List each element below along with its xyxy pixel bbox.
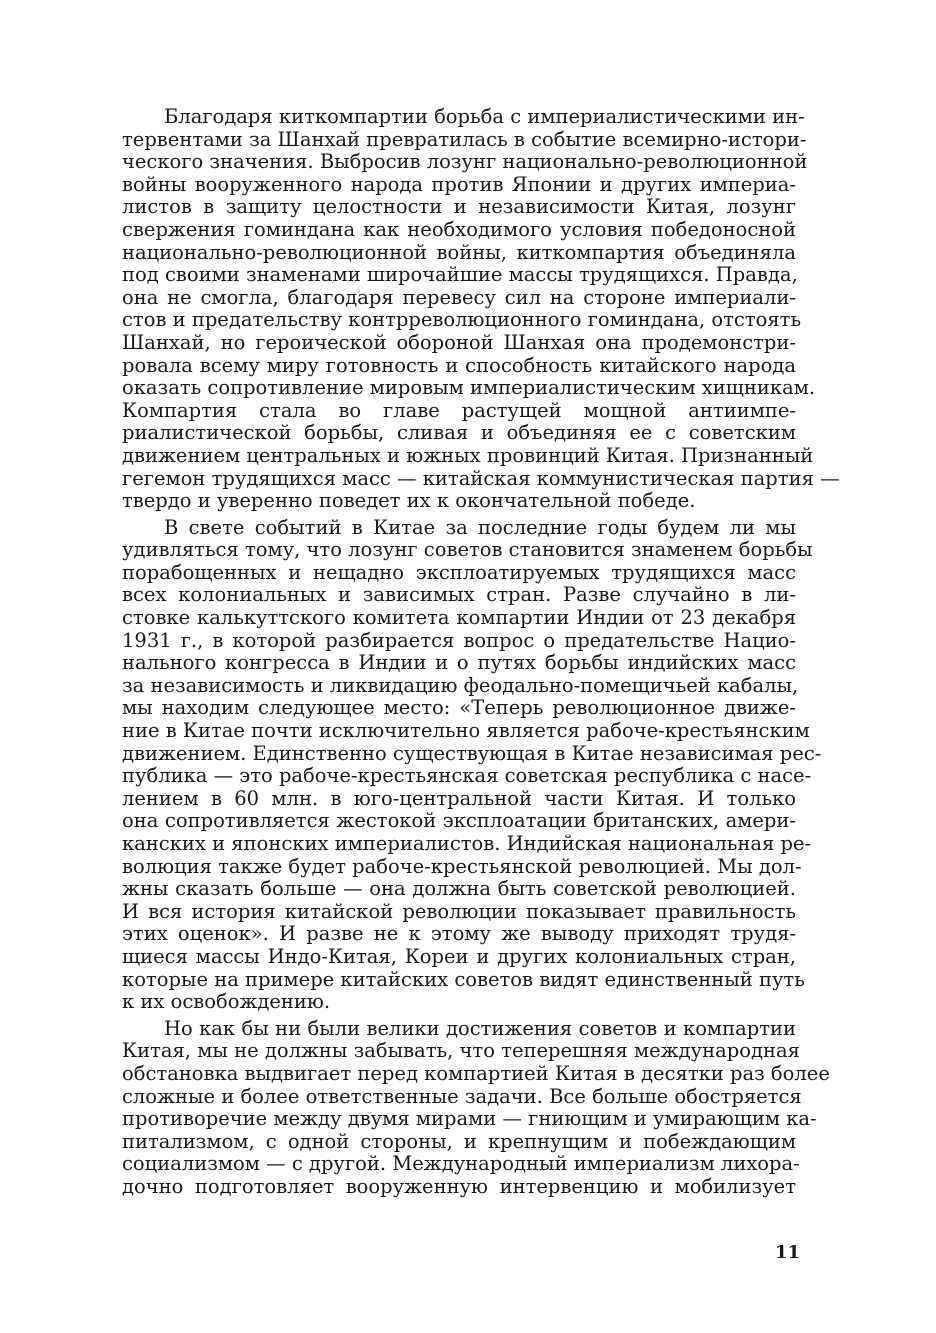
text-line: стовке калькуттского комитета компартии Индии от 23 декабря xyxy=(122,606,796,630)
text-line: Шанхай, но героической обороной Шанхая она продемонстри- xyxy=(122,330,796,354)
text-line: канских и японских империалистов. Индийская национальная ре- xyxy=(122,832,812,855)
text-line: она сопротивляется жестокой эксплоатации британских, амери- xyxy=(122,809,796,833)
text-line: сложные и более ответственные задачи. Все больше обостряется xyxy=(122,1084,802,1108)
paragraph xyxy=(122,105,840,513)
text-line: к их освобождению. xyxy=(122,990,331,1014)
text-line: 1931 г., в которой разбирается вопрос о предательстве Нацио- xyxy=(122,628,796,652)
text-line: публика — это рабоче-крестьянская советская республика с насе- xyxy=(122,764,812,788)
text-line: нального конгресса в Индии и о путях борьбы индийских масс xyxy=(122,651,796,675)
page-number: 11 xyxy=(775,1242,801,1263)
text-line: дочно подготовляет вооруженную интервенцию и мобилизует xyxy=(122,1174,796,1198)
text-line: ческого значения. Выбросив лозунг национально-революционной xyxy=(122,150,808,174)
text-line: движением центральных и южных провинций Китая. Признанный xyxy=(122,443,814,467)
text-line: обстановка выдвигает перед компартией Китая в десятки раз более xyxy=(122,1061,830,1085)
text-line: она не смогла, благодаря перевесу сил на стороне империали- xyxy=(122,285,796,309)
text-line: лением в 60 млн. в юго-центральной части Китая. И только xyxy=(122,786,796,810)
text-line: листов в защиту целостности и независимости Китая, лозунг xyxy=(122,195,796,219)
text-line: волюция также будет рабоче-крестьянской революцией. Мы дол- xyxy=(122,854,802,878)
text-line: национально-революционной войны, киткомпартия объединяла xyxy=(122,240,796,264)
text-line: оказать сопротивление мировым империалистическим хищникам. xyxy=(122,376,816,400)
text-line: тервентами за Шанхай превратилась в событие всемирно-истори- xyxy=(122,127,807,151)
text-line: порабощенных и нещадно эксплоатируемых трудящихся масс xyxy=(122,560,796,584)
text-line: удивляться тому, что лозунг советов становится знаменем борьбы xyxy=(122,538,813,562)
text-line: ние в Китае почти исключительно является рабоче-крестьянским xyxy=(122,719,810,743)
text-line: И вся история китайской революции показывает правильность xyxy=(122,899,796,923)
text-line: социализмом — с другой. Международный империализм лихора- xyxy=(122,1152,800,1176)
text-line: стов и предательству контрреволюционного гоминдана, отстоять xyxy=(122,308,802,332)
text-line: Китая, мы не должны забывать, что теперешняя международная xyxy=(122,1039,800,1063)
text-line: всех колониальных и зависимых стран. Разве случайно в ли- xyxy=(122,583,796,607)
text-line: В свете событий в Китае за последние годы будем ли мы xyxy=(164,515,796,539)
text-line: этих оценок». И разве не к этому же выводу приходят трудя- xyxy=(122,922,796,946)
paragraph xyxy=(122,515,822,1014)
text-line: за независимость и ликвидацию феодально-помещичьей кабалы, xyxy=(122,673,799,697)
text-line: риалистической борьбы, сливая и объединяя ее с советским xyxy=(122,421,796,445)
text-line: щиеся массы Индо-Китая, Кореи и других колониальных стран, xyxy=(122,944,796,968)
paragraph xyxy=(122,1016,830,1199)
body-text xyxy=(122,105,840,1199)
text-line: под своими знаменами широчайшие массы трудящихся. Правда, xyxy=(122,263,798,287)
text-line: движением. Единственно существующая в Китае независимая рес- xyxy=(122,741,822,765)
text-line: Компартия стала во главе растущей мощной антиимпе- xyxy=(122,398,796,422)
text-line: мы находим следующее место: «Теперь революционное движе- xyxy=(122,696,796,720)
text-line: жны сказать больше — она должна быть советской революцией. xyxy=(122,877,796,901)
text-line: противоречие между двумя мирами — гниющим и умирающим ка- xyxy=(122,1107,817,1131)
text-line: Благодаря киткомпартии борьба с империалистическими ин- xyxy=(164,105,805,128)
text-line: войны вооруженного народа против Японии и других империа- xyxy=(122,172,796,196)
text-line: свержения гоминдана как необходимого условия победоносной xyxy=(122,217,796,241)
text-line: Но как бы ни были велики достижения советов и компартии xyxy=(164,1016,796,1040)
text-line: которые на примере китайских советов видят единственный путь xyxy=(122,967,805,991)
text-line: питализмом, с одной стороны, и крепнущим и побеждающим xyxy=(122,1129,796,1153)
text-line: гегемон трудящихся масс — китайская коммунистическая партия — xyxy=(122,466,840,490)
text-line: ровала всему миру готовность и способность китайского народа xyxy=(122,353,796,377)
text-line: твердо и уверенно поведет их к окончательной победе. xyxy=(122,489,696,513)
